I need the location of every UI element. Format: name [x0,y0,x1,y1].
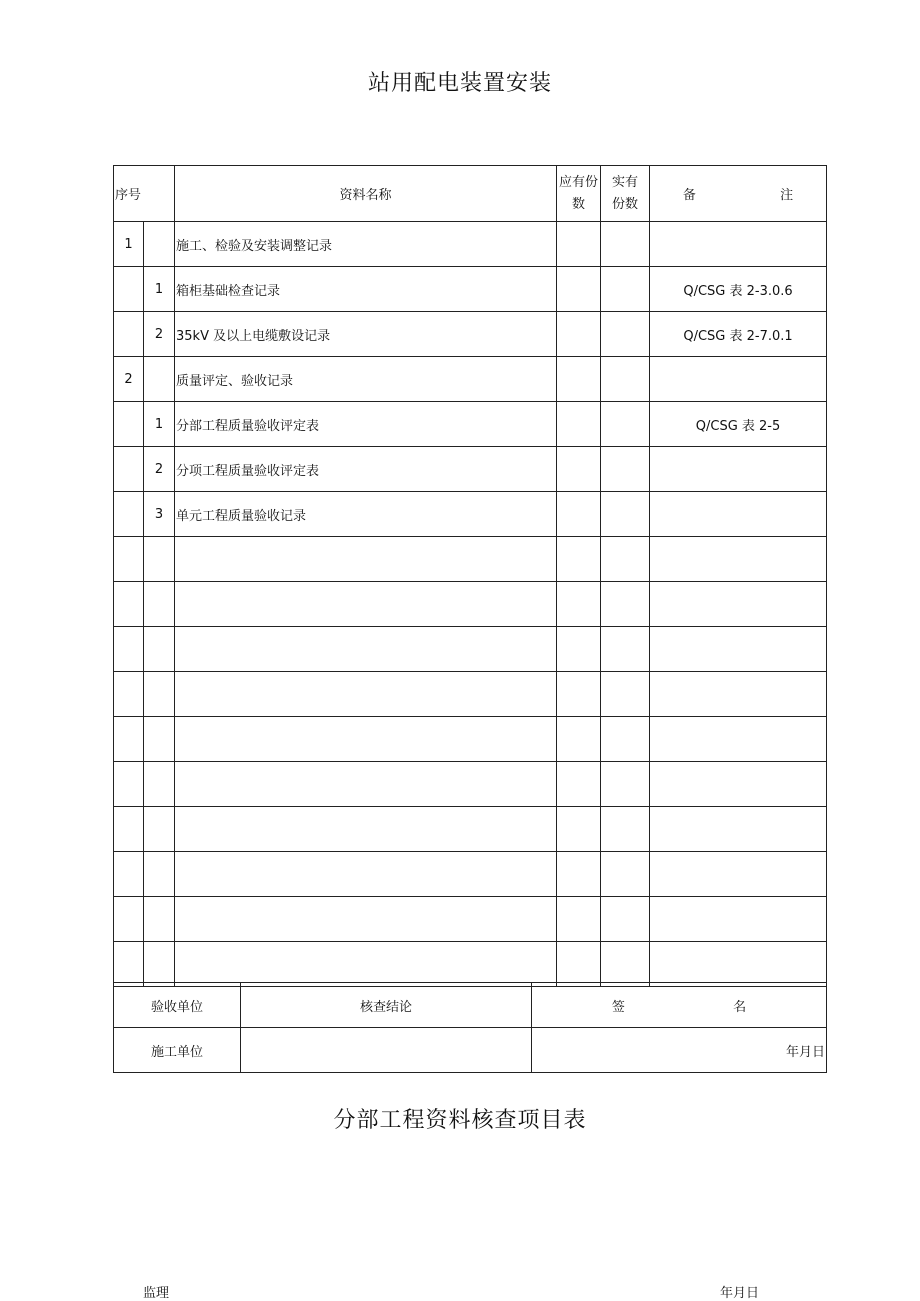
row-remark [650,717,827,762]
header-document-name: 资料名称 [175,166,557,222]
row-actual-copies [601,582,650,627]
row-actual-copies [601,537,650,582]
table-row [114,762,827,807]
header-remark-a: 备 [682,188,696,203]
row-actual-copies [601,357,650,402]
row-remark: Q/CSG 表 2-5 [650,402,827,447]
table-row [114,402,827,447]
row-serial-number [114,447,144,492]
row-serial-number [114,942,144,987]
signature-label-a: 签 [611,999,625,1015]
row-actual-copies [601,942,650,987]
row-serial-number [114,492,144,537]
row-document-name [175,582,557,627]
row-required-copies [557,402,601,447]
acceptance-unit-label: 验收单位 [114,983,241,1028]
header-required-copies [557,166,601,222]
row-sub-number [144,672,175,717]
table-header-row [114,166,827,222]
row-required-copies [557,942,601,987]
row-remark [650,627,827,672]
row-remark: Q/CSG 表 2-3.0.6 [650,267,827,312]
row-remark [650,852,827,897]
row-document-name [175,672,557,717]
row-document-name: 质量评定、验收记录 [175,357,557,402]
row-serial-number [114,312,144,357]
row-actual-copies [601,807,650,852]
row-sub-number [144,717,175,762]
table-row [114,852,827,897]
row-serial-number [114,537,144,582]
row-serial-number [114,897,144,942]
row-actual-copies [601,762,650,807]
table-row [114,492,827,537]
signature-header-row [114,983,827,1028]
table-row [114,312,827,357]
header-actual-line1: 实有 [612,174,639,190]
signature-table [113,982,827,1073]
row-required-copies [557,357,601,402]
header-remark [650,166,827,222]
row-serial-number [114,852,144,897]
row-serial-number [114,582,144,627]
construction-date: 年月日 [532,1028,827,1073]
document-table [113,165,827,987]
row-required-copies [557,852,601,897]
row-document-name: 箱柜基础检查记录 [175,267,557,312]
table-row [114,807,827,852]
header-remark-b: 注 [780,188,794,203]
row-document-name: 分部工程质量验收评定表 [175,402,557,447]
row-remark [650,807,827,852]
row-actual-copies [601,402,650,447]
document-title: 站用配电装置安装 [367,71,552,96]
check-conclusion-label: 核查结论 [241,983,532,1028]
row-required-copies [557,447,601,492]
row-serial-number [114,672,144,717]
row-required-copies [557,582,601,627]
row-document-name [175,762,557,807]
row-document-name [175,537,557,582]
row-document-name: 施工、检验及安装调整记录 [175,222,557,267]
supervisor-date: 年月日 [720,1286,760,1301]
row-required-copies [557,717,601,762]
row-remark [650,537,827,582]
row-actual-copies [601,627,650,672]
row-remark [650,897,827,942]
row-serial-number: 2 [114,357,144,402]
header-actual-line2: 份数 [612,196,639,212]
row-document-name: 35kV 及以上电缆敷设记录 [175,312,557,357]
row-sub-number [144,357,175,402]
row-actual-copies [601,312,650,357]
row-sub-number [144,582,175,627]
header-actual-copies [601,166,650,222]
row-sub-number [144,537,175,582]
row-actual-copies [601,897,650,942]
row-sub-number: 3 [144,492,175,537]
row-actual-copies [601,492,650,537]
row-required-copies [557,222,601,267]
construction-unit-row [114,1028,827,1073]
table-row [114,582,827,627]
row-document-name: 分项工程质量验收评定表 [175,447,557,492]
row-remark [650,222,827,267]
row-sub-number: 1 [144,267,175,312]
table-row [114,357,827,402]
signature-label-b: 名 [733,999,747,1015]
row-required-copies [557,762,601,807]
header-serial-number: 序号 [114,166,175,222]
header-required-line1: 应有份 [559,174,599,190]
row-sub-number: 2 [144,447,175,492]
row-remark [650,492,827,537]
row-actual-copies [601,267,650,312]
row-actual-copies [601,852,650,897]
row-actual-copies [601,222,650,267]
row-sub-number [144,852,175,897]
row-serial-number: 1 [114,222,144,267]
row-serial-number [114,762,144,807]
row-sub-number: 1 [144,402,175,447]
row-remark [650,357,827,402]
row-serial-number [114,807,144,852]
row-sub-number [144,807,175,852]
row-serial-number [114,717,144,762]
row-serial-number [114,627,144,672]
row-document-name: 单元工程质量验收记录 [175,492,557,537]
header-required-line2: 数 [572,196,586,212]
row-document-name [175,627,557,672]
table-row [114,267,827,312]
row-actual-copies [601,672,650,717]
row-required-copies [557,672,601,717]
row-document-name [175,852,557,897]
row-required-copies [557,267,601,312]
row-serial-number [114,267,144,312]
table-row [114,447,827,492]
table-row [114,222,827,267]
row-required-copies [557,312,601,357]
row-remark [650,582,827,627]
row-document-name [175,717,557,762]
table-row [114,942,827,987]
row-document-name [175,897,557,942]
row-document-name [175,942,557,987]
row-sub-number [144,762,175,807]
row-remark [650,762,827,807]
table-row [114,897,827,942]
signature-label [532,983,827,1028]
row-remark [650,447,827,492]
row-required-copies [557,897,601,942]
row-required-copies [557,807,601,852]
row-sub-number [144,627,175,672]
row-document-name [175,807,557,852]
row-remark [650,942,827,987]
row-serial-number [114,402,144,447]
row-remark: Q/CSG 表 2-7.0.1 [650,312,827,357]
construction-unit-label: 施工单位 [114,1028,241,1073]
table-row [114,537,827,582]
row-actual-copies [601,717,650,762]
row-sub-number [144,942,175,987]
document-subtitle: 分部工程资料核查项目表 [333,1108,587,1133]
table-row [114,672,827,717]
row-required-copies [557,492,601,537]
table-row [114,627,827,672]
row-sub-number: 2 [144,312,175,357]
construction-conclusion-cell [241,1028,532,1073]
row-sub-number [144,222,175,267]
row-remark [650,672,827,717]
row-required-copies [557,627,601,672]
row-actual-copies [601,447,650,492]
supervisor-label: 监理 [143,1286,170,1301]
row-required-copies [557,537,601,582]
row-sub-number [144,897,175,942]
table-row [114,717,827,762]
